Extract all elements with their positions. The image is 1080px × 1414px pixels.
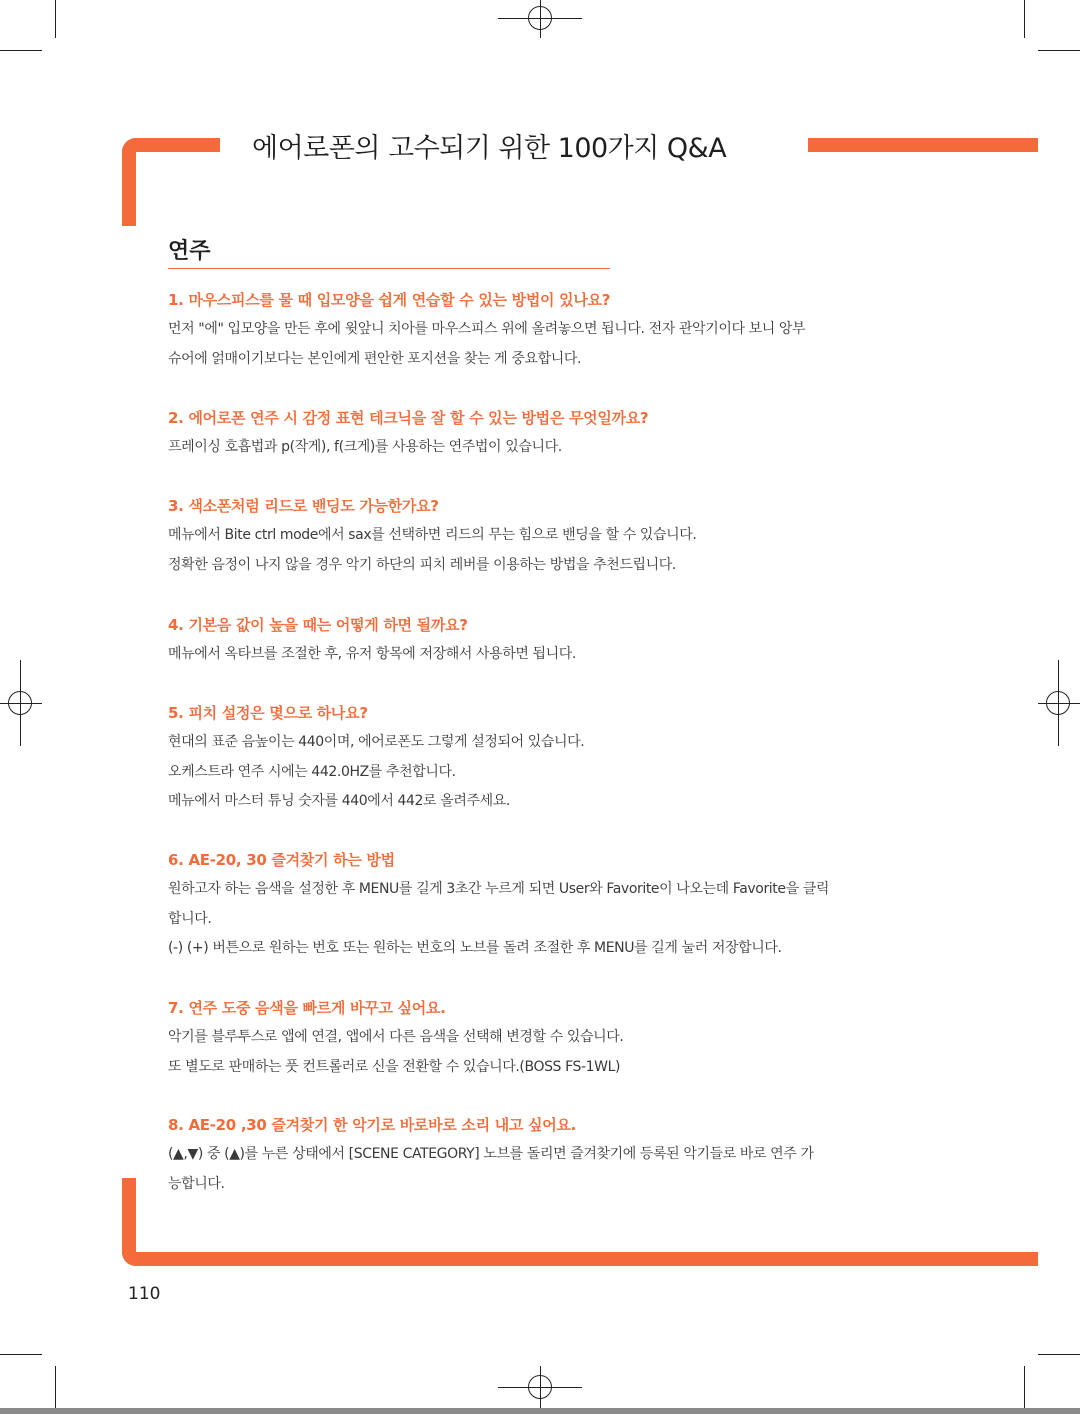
answer xyxy=(168,315,908,374)
qa-item-7 xyxy=(168,994,908,1082)
qa-item-6 xyxy=(168,846,908,964)
qa-item-2 xyxy=(168,404,908,463)
answer-line: 오케스트라 연주 시에는 442.0HZ를 추천합니다. xyxy=(168,763,456,780)
question: 4. 기본음 값이 높을 때는 어떻게 하면 될까요? xyxy=(168,616,468,634)
question: 8. AE-20 ,30 즐겨찾기 한 악기로 바로바로 소리 내고 싶어요. xyxy=(168,1116,576,1134)
answer xyxy=(168,1023,908,1082)
qa-item-1 xyxy=(168,286,908,374)
qa-item-8 xyxy=(168,1111,908,1199)
answer-line: 메뉴에서 옥타브를 조절한 후, 유저 항목에 저장해서 사용하면 됩니다. xyxy=(168,646,576,662)
question: 1. 마우스피스를 물 때 입모양을 쉽게 연습할 수 있는 방법이 있나요? xyxy=(168,291,611,309)
answer-line: 정확한 음정이 나지 않을 경우 악기 하단의 피치 레버를 이용하는 방법을 추천드립니다. xyxy=(168,556,676,573)
section-title: 연주 xyxy=(168,239,211,264)
question: 6. AE-20, 30 즐겨찾기 하는 방법 xyxy=(168,851,395,869)
section-divider xyxy=(168,268,610,269)
answer xyxy=(168,521,908,580)
question: 5. 피치 설정은 몇으로 하나요? xyxy=(168,704,368,722)
answer-line: 현대의 표준 음높이는 440이며, 에어로폰도 그렇게 설정되어 있습니다. xyxy=(168,734,585,750)
frame-top-right-bar xyxy=(808,138,1038,152)
answer-line: (-) (+) 버튼으로 원하는 번호 또는 원하는 번호의 노브를 돌려 조절한 후 MENU를 길게 눌러 저장합니다. xyxy=(168,940,782,956)
bottom-edge-bar xyxy=(0,1408,1080,1414)
answer xyxy=(168,875,908,964)
answer-line: (▲,▼) 중 (▲)를 누른 상태에서 [SCENE CATEGORY] 노브를 돌리면 즐겨찾기에 등록된 악기들로 바로 연주 가 xyxy=(168,1146,814,1162)
answer xyxy=(168,433,908,463)
page-title: 에어로폰의 고수되기 위한 100가지 Q&A xyxy=(252,133,727,164)
answer-line: 또 별도로 판매하는 풋 컨트롤러로 신을 전환할 수 있습니다.(BOSS FS-1WL) xyxy=(168,1058,621,1075)
answer xyxy=(168,728,908,817)
answer-line: 능합니다. xyxy=(168,1175,225,1192)
question: 7. 연주 도중 음색을 빠르게 바꾸고 싶어요. xyxy=(168,999,446,1017)
answer-line: 악기를 블루투스로 앱에 연결, 앱에서 다른 음색을 선택해 변경할 수 있습니다. xyxy=(168,1029,624,1045)
answer-line: 먼저 "에" 입모양을 만든 후에 윗앞니 치아를 마우스피스 위에 올려놓으면 됩니다. 전자 관악기이다 보니 앙부 xyxy=(168,321,806,337)
qa-item-3 xyxy=(168,492,908,580)
answer-line: 합니다. xyxy=(168,910,212,927)
answer-line: 메뉴에서 마스터 튜닝 숫자를 440에서 442로 올려주세요. xyxy=(168,793,510,809)
qa-item-5 xyxy=(168,699,908,817)
question: 3. 색소폰처럼 리드로 밴딩도 가능한가요? xyxy=(168,497,439,515)
question: 2. 에어로폰 연주 시 감정 표현 테크닉을 잘 할 수 있는 방법은 무엇일까요? xyxy=(168,409,649,427)
answer xyxy=(168,640,908,670)
page-number: 110 xyxy=(128,1284,161,1304)
answer-line: 프레이싱 호흡법과 p(작게), f(크게)를 사용하는 연주법이 있습니다. xyxy=(168,439,562,455)
qa-item-4 xyxy=(168,611,908,670)
answer-line: 메뉴에서 Bite ctrl mode에서 sax를 선택하면 리드의 무는 힘으로 밴딩을 할 수 있습니다. xyxy=(168,527,697,543)
answer-line: 슈어에 얽매이기보다는 본인에게 편안한 포지션을 찾는 게 중요합니다. xyxy=(168,350,581,367)
answer-line: 원하고자 하는 음색을 설정한 후 MENU를 길게 3초간 누르게 되면 User와 Favorite이 나오는데 Favorite을 클릭 xyxy=(168,881,830,897)
answer xyxy=(168,1140,908,1199)
